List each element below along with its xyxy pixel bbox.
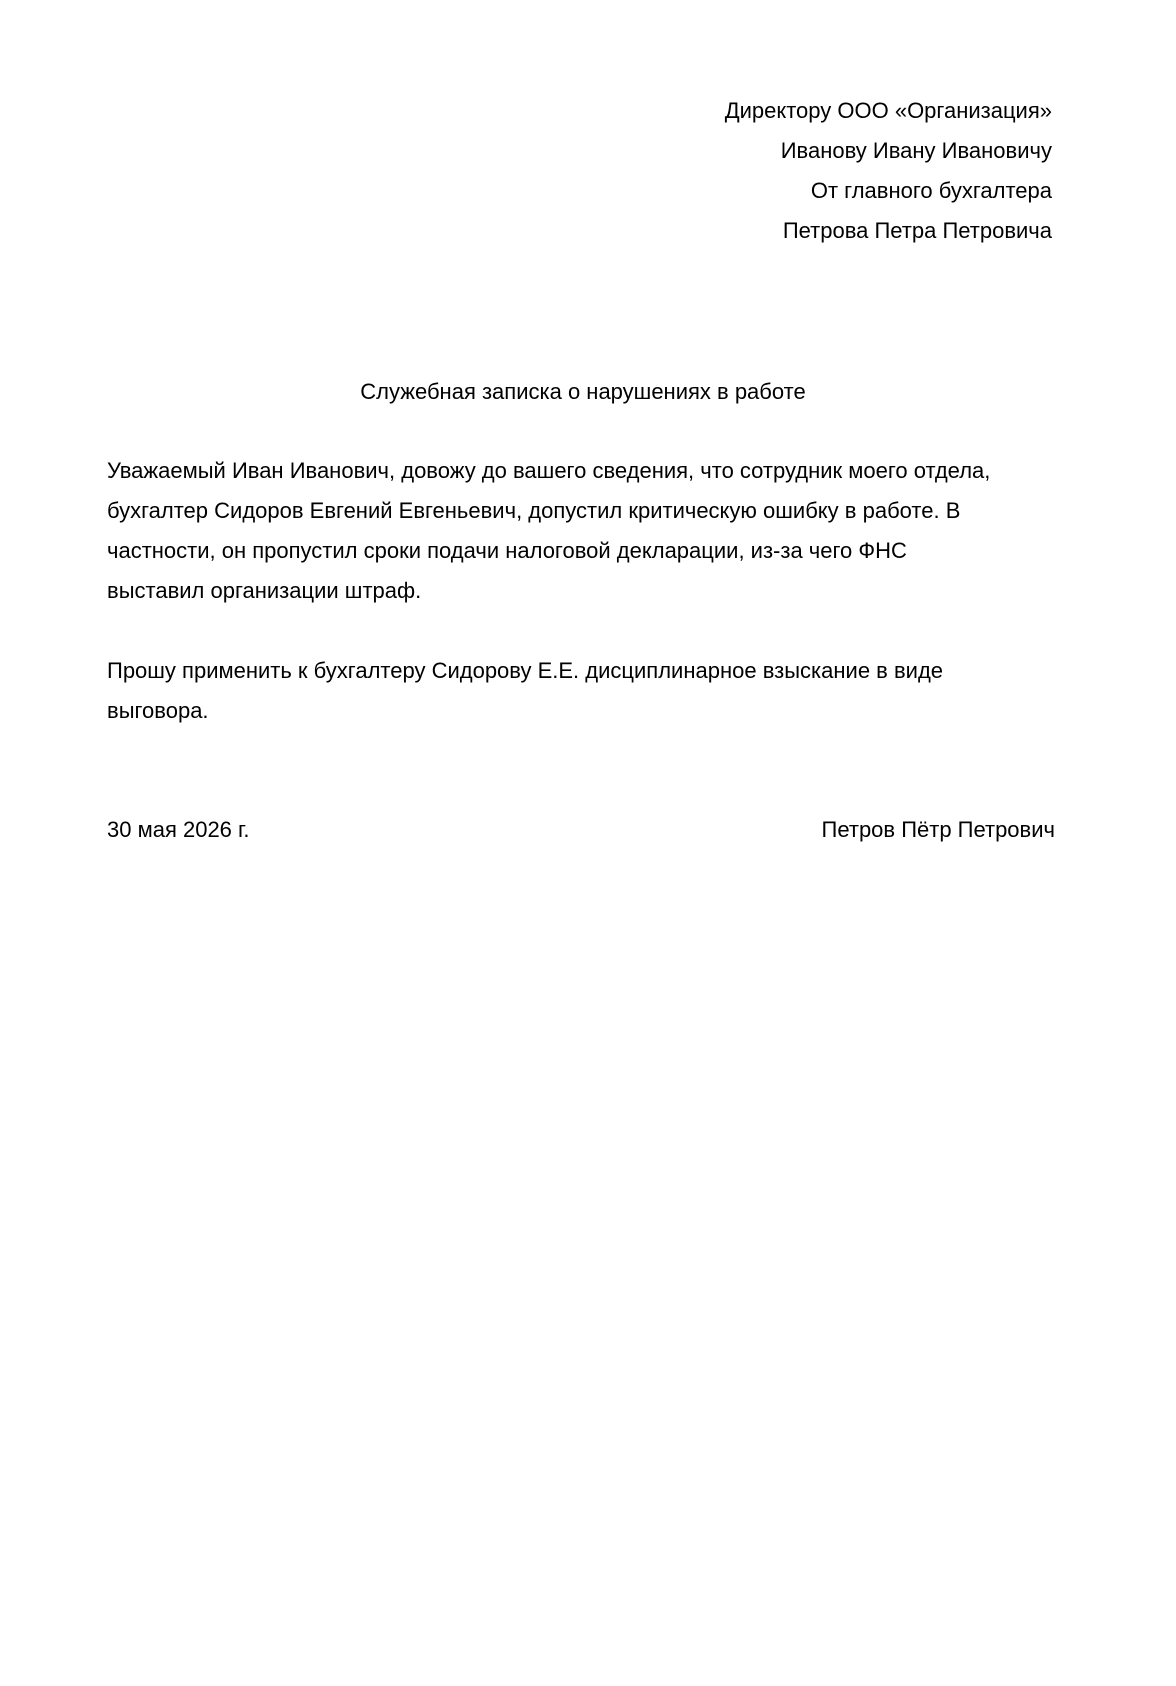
body-paragraph-2: [107, 651, 1072, 731]
addressee-block: [452, 91, 1052, 251]
addressee-line-recipient-position: Директору ООО «Организация»: [724, 98, 1052, 123]
body-paragraph-1-line-1: Уважаемый Иван Иванович, довожу до вашего сведения, что сотрудник моего отдела,: [107, 458, 991, 483]
signatory-name: Петров Пётр Петрович: [821, 817, 1055, 842]
body-paragraph-2-line-1: Прошу применить к бухгалтеру Сидорову Е.Е. дисциплинарное взыскание в виде: [107, 658, 944, 683]
body-paragraph-1-line-2: бухгалтер Сидоров Евгений Евгеньевич, допустил критическую ошибку в работе. В: [107, 498, 961, 523]
body-paragraph-2-line-2: выговора.: [107, 698, 209, 723]
addressee-line-sender-position: От главного бухгалтера: [810, 178, 1052, 203]
document-date: 30 мая 2026 г.: [107, 817, 250, 842]
document-title: Служебная записка о нарушениях в работе: [360, 379, 806, 404]
body-paragraph-1-line-4: выставил организации штраф.: [107, 578, 422, 603]
body-paragraph-1: [107, 451, 1072, 611]
addressee-line-sender-name: Петрова Петра Петровича: [782, 218, 1052, 243]
signature-row: [107, 810, 1055, 850]
body-paragraph-1-line-3: частности, он пропустил сроки подачи налоговой декларации, из-за чего ФНС: [107, 538, 907, 563]
addressee-line-recipient-name: Иванову Ивану Ивановичу: [780, 138, 1052, 163]
